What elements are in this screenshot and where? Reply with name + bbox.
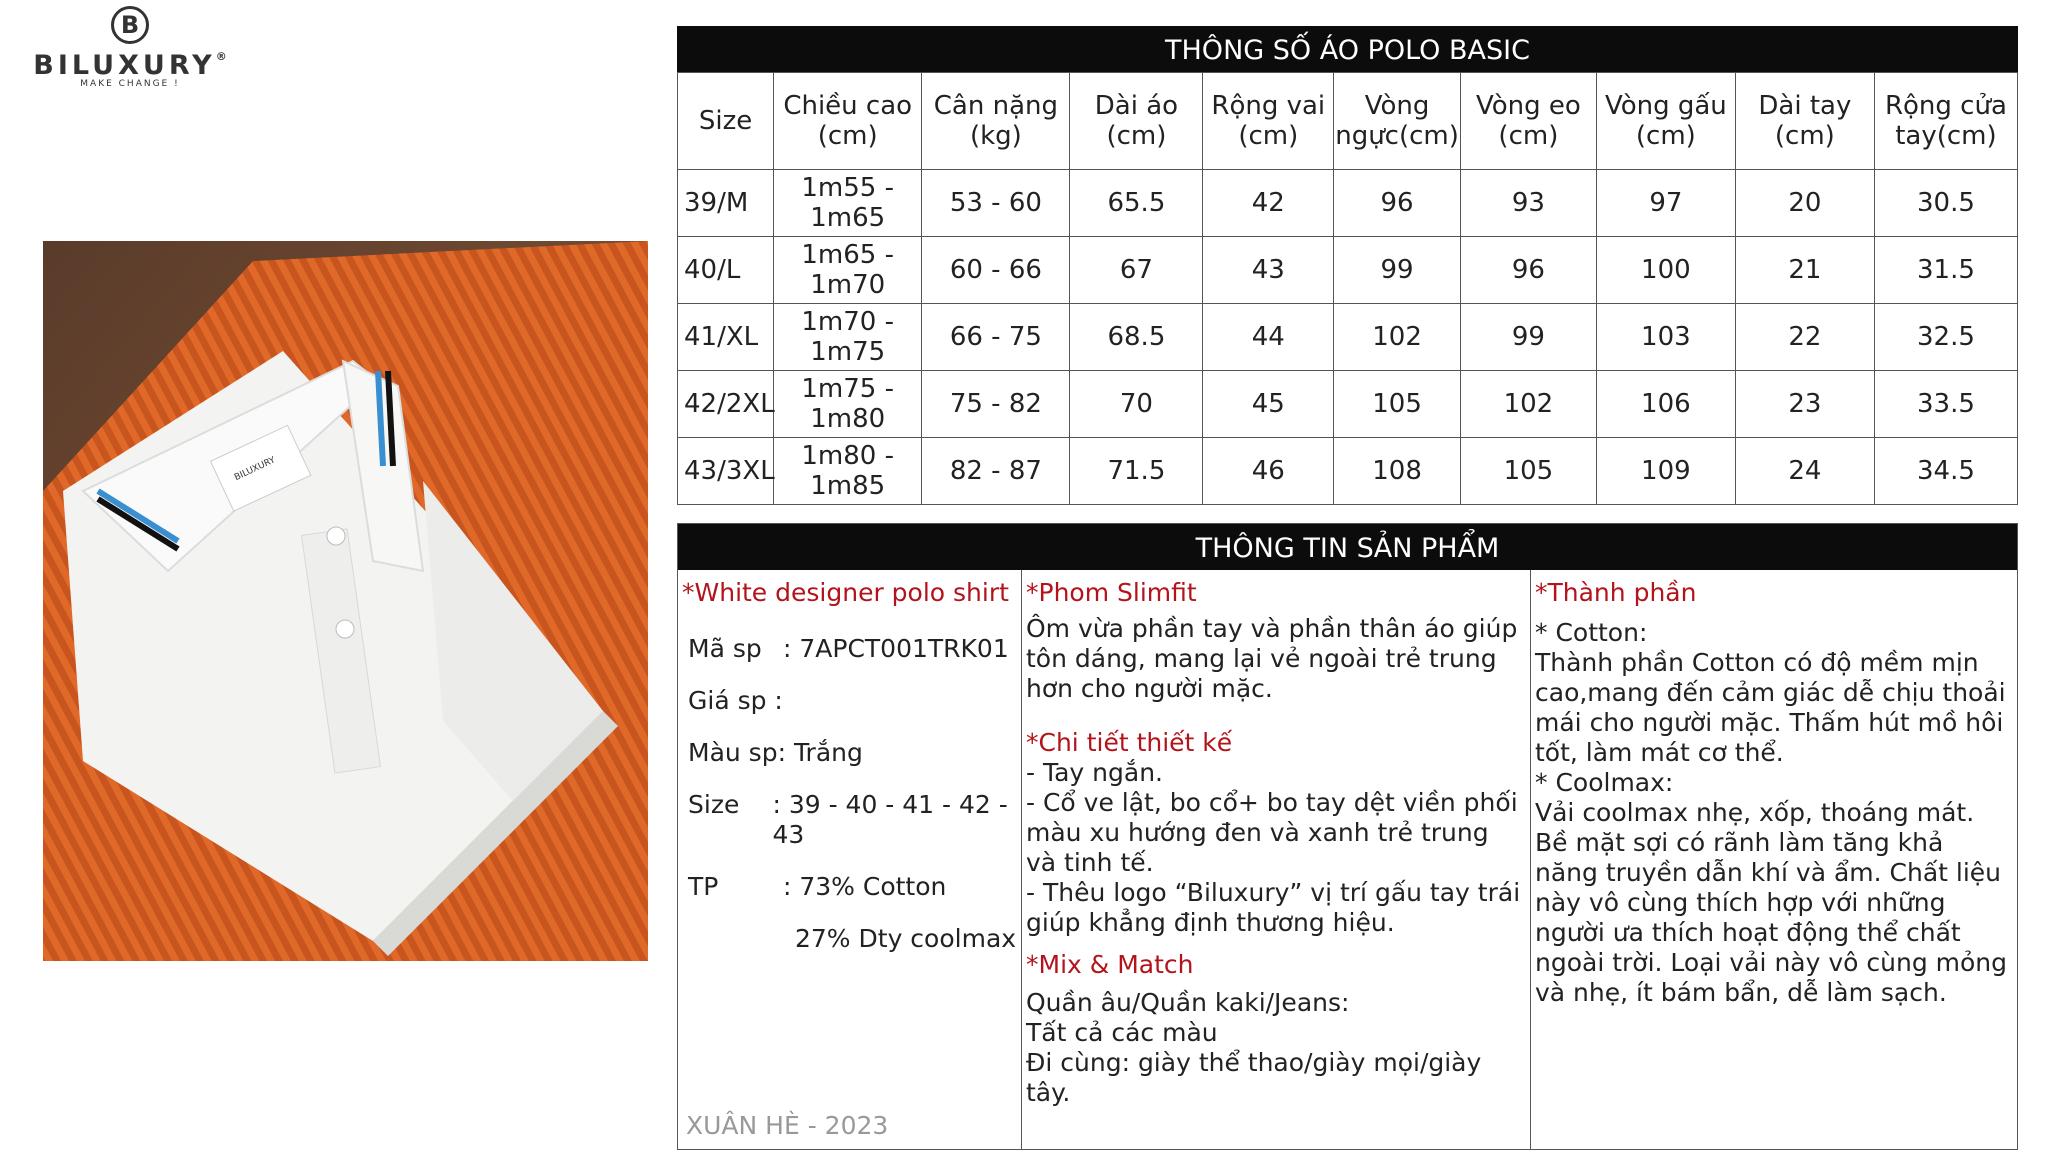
table-cell: 99	[1334, 237, 1461, 304]
table-cell: 100	[1596, 237, 1735, 304]
registered-mark: ®	[215, 50, 227, 63]
table-cell: 68.5	[1070, 304, 1203, 371]
logo-tagline: MAKE CHANGE !	[80, 79, 180, 89]
mix-heading: *Mix & Match	[1026, 950, 1194, 979]
table-cell: 105	[1334, 371, 1461, 438]
table-header-row	[678, 73, 2018, 170]
logo-wordmark	[30, 50, 230, 81]
price-label: Giá sp :	[688, 686, 783, 715]
table-cell: 67	[1070, 237, 1203, 304]
detail-item-3: - Thêu logo “Biluxury” vị trí gấu tay trái giúp khẳng định thương hiệu.	[1026, 878, 1521, 937]
table-cell: 66 - 75	[922, 304, 1070, 371]
mix-item-3: Đi cùng: giày thể thao/giày mọi/giày tây.	[1026, 1048, 1482, 1107]
fit-heading: *Phom Slimfit	[1026, 578, 1197, 607]
table-cell: 34.5	[1874, 438, 2017, 505]
table-cell: 20	[1735, 170, 1874, 237]
table-cell: 40/L	[678, 237, 774, 304]
brand-name: BILUXURY	[33, 50, 216, 81]
table-cell: 43	[1203, 237, 1334, 304]
column-header: Chiều cao (cm)	[774, 73, 922, 170]
button-icon	[327, 527, 345, 545]
product-info-panel	[677, 523, 2018, 1150]
table-row	[678, 237, 2018, 304]
table-cell: 93	[1460, 170, 1596, 237]
column-header: Dài tay (cm)	[1735, 73, 1874, 170]
table-cell: 1m80 - 1m85	[774, 438, 922, 505]
table-cell: 43/3XL	[678, 438, 774, 505]
season-label: XUÂN HÈ - 2023	[686, 1111, 889, 1140]
table-cell: 70	[1070, 371, 1203, 438]
cotton-title: * Cotton:	[1535, 618, 1648, 647]
table-cell: 65.5	[1070, 170, 1203, 237]
material-value: : 73% Cotton	[783, 872, 947, 901]
column-header: Vòng eo (cm)	[1460, 73, 1596, 170]
size-table-body	[678, 170, 2018, 505]
cotton-text: Thành phần Cotton có độ mềm mịn cao,mang đến cảm giác dễ chịu thoải mái cho người mặc. Thấm hút mồ hôi tốt, làm mát cơ thể.	[1535, 648, 2006, 767]
table-cell: 105	[1460, 438, 1596, 505]
table-cell: 71.5	[1070, 438, 1203, 505]
table-cell: 102	[1334, 304, 1461, 371]
table-row	[678, 371, 2018, 438]
coolmax-text: Vải coolmax nhẹ, xốp, thoáng mát. Bề mặt sợi có rãnh làm tăng khả năng truyền dẫn khí và ẩm. Chất liệu này vô cùng thích hợp với những người ưa thích hoạt động thể chất ngoài trời. Loại vải này vô cùng mỏng và nhẹ, ít bám bẩn, dễ làm sạch.	[1535, 798, 2007, 1007]
table-cell: 45	[1203, 371, 1334, 438]
product-name: *White designer polo shirt	[682, 578, 1009, 607]
neck-label-text: BILUXURY	[232, 455, 278, 484]
column-header: Vòng gấu (cm)	[1596, 73, 1735, 170]
table-cell: 1m65 - 1m70	[774, 237, 922, 304]
column-header: Vòng ngực(cm)	[1334, 73, 1461, 170]
product-info-title: THÔNG TIN SẢN PHẨM	[678, 524, 2017, 570]
mix-item-1: Quần âu/Quần kaki/Jeans:	[1026, 988, 1350, 1017]
table-row	[678, 438, 2018, 505]
table-cell: 32.5	[1874, 304, 2017, 371]
table-cell: 1m55 - 1m65	[774, 170, 922, 237]
brand-logo	[30, 6, 230, 101]
table-cell: 39/M	[678, 170, 774, 237]
table-cell: 46	[1203, 438, 1334, 505]
table-cell: 23	[1735, 371, 1874, 438]
logo-mark-icon: B	[111, 6, 149, 44]
fit-text: Ôm vừa phần tay và phần thân áo giúp tôn dáng, mang lại vẻ ngoài trẻ trung hơn cho người mặc.	[1026, 614, 1518, 703]
table-cell: 42	[1203, 170, 1334, 237]
column-header: Dài áo (cm)	[1070, 73, 1203, 170]
material-value-2: 27% Dty coolmax	[795, 924, 1017, 953]
table-cell: 33.5	[1874, 371, 2017, 438]
polo-shirt-image	[43, 241, 648, 961]
column-header: Size	[678, 73, 774, 170]
table-row	[678, 304, 2018, 371]
product-photo	[43, 241, 648, 961]
table-cell: 60 - 66	[922, 237, 1070, 304]
table-cell: 42/2XL	[678, 371, 774, 438]
table-cell: 103	[1596, 304, 1735, 371]
table-cell: 102	[1460, 371, 1596, 438]
table-cell: 1m70 - 1m75	[774, 304, 922, 371]
table-cell: 96	[1460, 237, 1596, 304]
size-label: Size	[688, 790, 740, 819]
table-cell: 99	[1460, 304, 1596, 371]
detail-item-1: - Tay ngắn.	[1026, 758, 1163, 787]
code-label: Mã sp	[688, 634, 762, 663]
table-cell: 22	[1735, 304, 1874, 371]
size-table-title: THÔNG SỐ ÁO POLO BASIC	[677, 26, 2018, 72]
material-label: TP	[688, 872, 719, 901]
table-cell: 75 - 82	[922, 371, 1070, 438]
column-header: Rộng cửa tay(cm)	[1874, 73, 2017, 170]
table-cell: 1m75 - 1m80	[774, 371, 922, 438]
mix-item-2: Tất cả các màu	[1026, 1018, 1218, 1047]
table-cell: 41/XL	[678, 304, 774, 371]
product-summary-column	[678, 570, 1022, 1149]
table-cell: 108	[1334, 438, 1461, 505]
table-cell: 82 - 87	[922, 438, 1070, 505]
table-cell: 96	[1334, 170, 1461, 237]
detail-heading: *Chi tiết thiết kế	[1026, 728, 1233, 757]
column-header: Rộng vai (cm)	[1203, 73, 1334, 170]
color-label: Màu sp:	[688, 738, 786, 767]
table-cell: 30.5	[1874, 170, 2017, 237]
color-value: Trắng	[793, 738, 863, 767]
composition-heading: *Thành phần	[1535, 578, 1697, 607]
table-cell: 31.5	[1874, 237, 2017, 304]
composition-column	[1531, 570, 2017, 1149]
table-row	[678, 170, 2018, 237]
table-cell: 24	[1735, 438, 1874, 505]
size-chart-table	[677, 26, 2018, 505]
detail-item-2: - Cổ ve lật, bo cổ+ bo tay dệt viền phối màu xu hướng đen và xanh trẻ trung và tinh tế.	[1026, 788, 1518, 877]
table-cell: 21	[1735, 237, 1874, 304]
table-cell: 106	[1596, 371, 1735, 438]
button-icon	[336, 620, 354, 638]
table-cell: 97	[1596, 170, 1735, 237]
code-value: : 7APCT001TRK01	[783, 634, 1009, 663]
table-cell: 53 - 60	[922, 170, 1070, 237]
column-header: Cân nặng (kg)	[922, 73, 1070, 170]
table-cell: 44	[1203, 304, 1334, 371]
size-value: : 39 - 40 - 41 - 42 - 43	[772, 790, 1008, 849]
table-cell: 109	[1596, 438, 1735, 505]
design-details-column	[1022, 570, 1531, 1149]
coolmax-title: * Coolmax:	[1535, 768, 1674, 797]
